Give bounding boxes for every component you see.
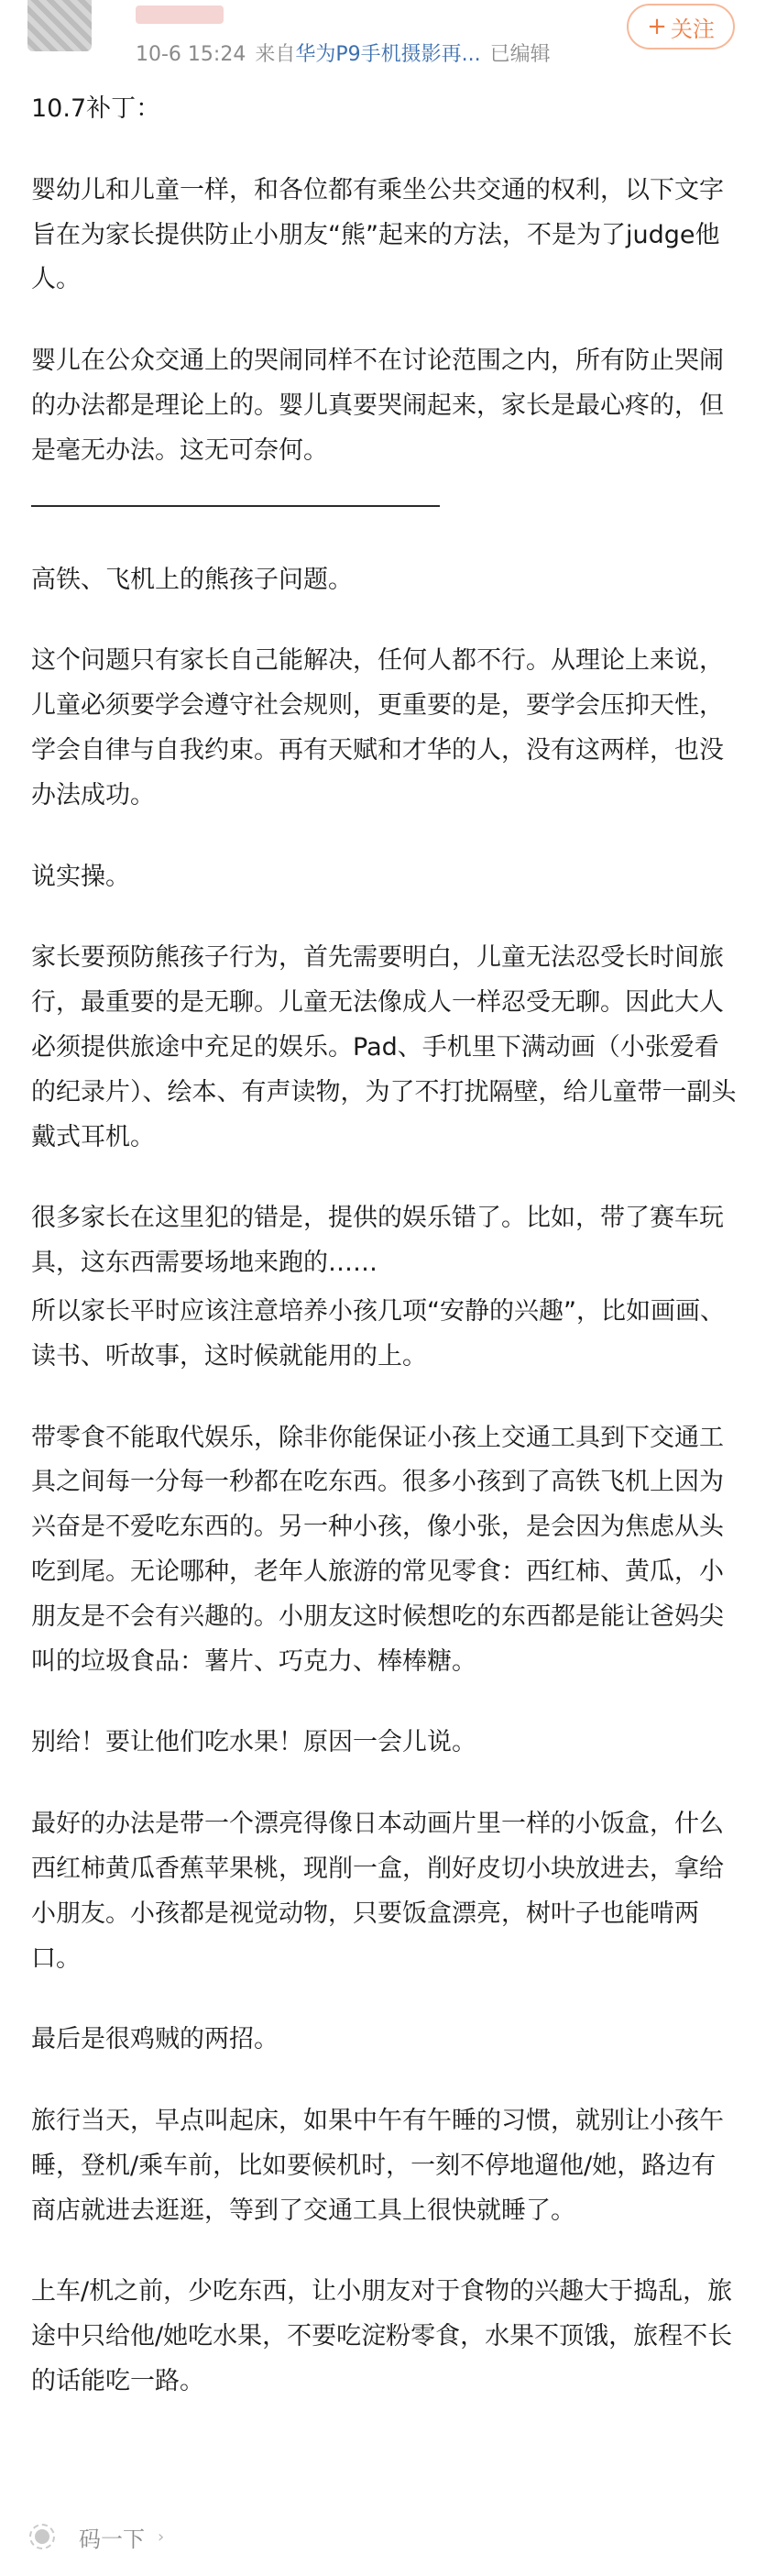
post-paragraph: 最后是很鸡贼的两招。	[31, 2025, 279, 2054]
post-paragraph: 这个问题只有家长自己能解决，任何人都不行。从理论上来说，儿童必须要学会遵守社会规则，更重要的是，要学会压抑天性，学会自律与自我约束。再有天赋和才华的人，没有这两样，也没办法成功。	[31, 646, 724, 809]
plus-icon: +	[647, 13, 667, 40]
username[interactable]	[136, 6, 224, 24]
post-paragraph: 带零食不能取代娱乐，除非你能保证小孩上交通工具到下交通工具之间每一分每一秒都在吃东西。很多小孩到了高铁飞机上因为兴奋是不爱吃东西的。另一种小孩，像小张，是会因为焦虑从头吃到尾。无论哪种，老年人旅游的常见零食：西红柿、黄瓜，小朋友是不会有兴趣的。小朋友这时候想吃的东西都是能让爸妈尖叫的垃圾食品：薯片、巧克力、棒棒糖。	[31, 1423, 724, 1676]
edited-label: 已编辑	[489, 43, 551, 66]
post-paragraph: 说实操。	[31, 862, 130, 891]
post-timestamp: 10-6 15:24	[136, 43, 246, 66]
follow-label: 关注	[670, 16, 715, 42]
follow-button[interactable]	[627, 4, 735, 50]
post-paragraph: 所以家长平时应该注意培养小孩几项“安静的兴趣”，比如画画、读书、听故事，这时候就能用的上。	[31, 1296, 725, 1371]
chevron-right-icon: ›	[158, 2526, 165, 2547]
source-prefix: 来自	[255, 43, 296, 66]
source-device-link[interactable]: 华为P9手机摄影再...	[295, 43, 481, 66]
code-button[interactable]	[27, 2509, 164, 2564]
post-paragraph: 别给！要让他们吃水果！原因一会儿说。	[31, 1728, 476, 1757]
divider	[31, 505, 440, 507]
post-paragraph: 婴幼儿和儿童一样，和各位都有乘坐公共交通的权利，以下文字旨在为家长提供防止小朋友“熊”起来的方法，不是为了judge他人。	[31, 175, 724, 294]
post-paragraph: 旅行当天，早点叫起床，如果中午有午睡的习惯，就别让小孩午睡，登机/乘车前，比如要候机时，一刻不停地遛他/她，路边有商店就进去逛逛，等到了交通工具上很快就睡了。	[31, 2107, 724, 2225]
pinwheel-icon	[27, 2522, 57, 2551]
post-paragraph: 婴儿在公众交通上的哭闹同样不在讨论范围之内，所有防止哭闹的办法都是理论上的。婴儿真要哭闹起来，家长是最心疼的，但是毫无办法。这无可奈何。	[31, 347, 724, 465]
post-header	[0, 0, 766, 73]
code-label: 码一下	[79, 2526, 145, 2552]
post-body	[31, 87, 737, 2441]
post-paragraph: 上车/机之前，少吃东西，让小朋友对于食物的兴趣大于捣乱，旅途中只给他/她吃水果，不要吃淀粉零食，水果不顶饿，旅程不长的话能吃一路。	[31, 2277, 733, 2396]
post-paragraph: 很多家长在这里犯的错是，提供的娱乐错了。比如，带了赛车玩具，这东西需要场地来跑的……	[31, 1204, 724, 1278]
post-paragraph: 高铁、飞机上的熊孩子问题。	[31, 565, 353, 594]
post-meta	[136, 39, 560, 67]
avatar[interactable]	[27, 0, 92, 51]
post-paragraph: 最好的办法是带一个漂亮得像日本动画片里一样的小饭盒，什么西红柿黄瓜香蕉苹果桃，现削一盒，削好皮切小块放进去，拿给小朋友。小孩都是视觉动物，只要饭盒漂亮，树叶子也能啃两口。	[31, 1810, 724, 1973]
post-paragraph: 家长要预防熊孩子行为，首先需要明白，儿童无法忍受长时间旅行，最重要的是无聊。儿童无法像成人一样忍受无聊。因此大人必须提供旅途中充足的娱乐。Pad、手机里下满动画（小张爱看的纪录片）、绘本、有声读物，为了不打扰隔壁，给儿童带一副头戴式耳机。	[31, 943, 737, 1151]
post-paragraph: 10.7补丁：	[31, 94, 161, 123]
